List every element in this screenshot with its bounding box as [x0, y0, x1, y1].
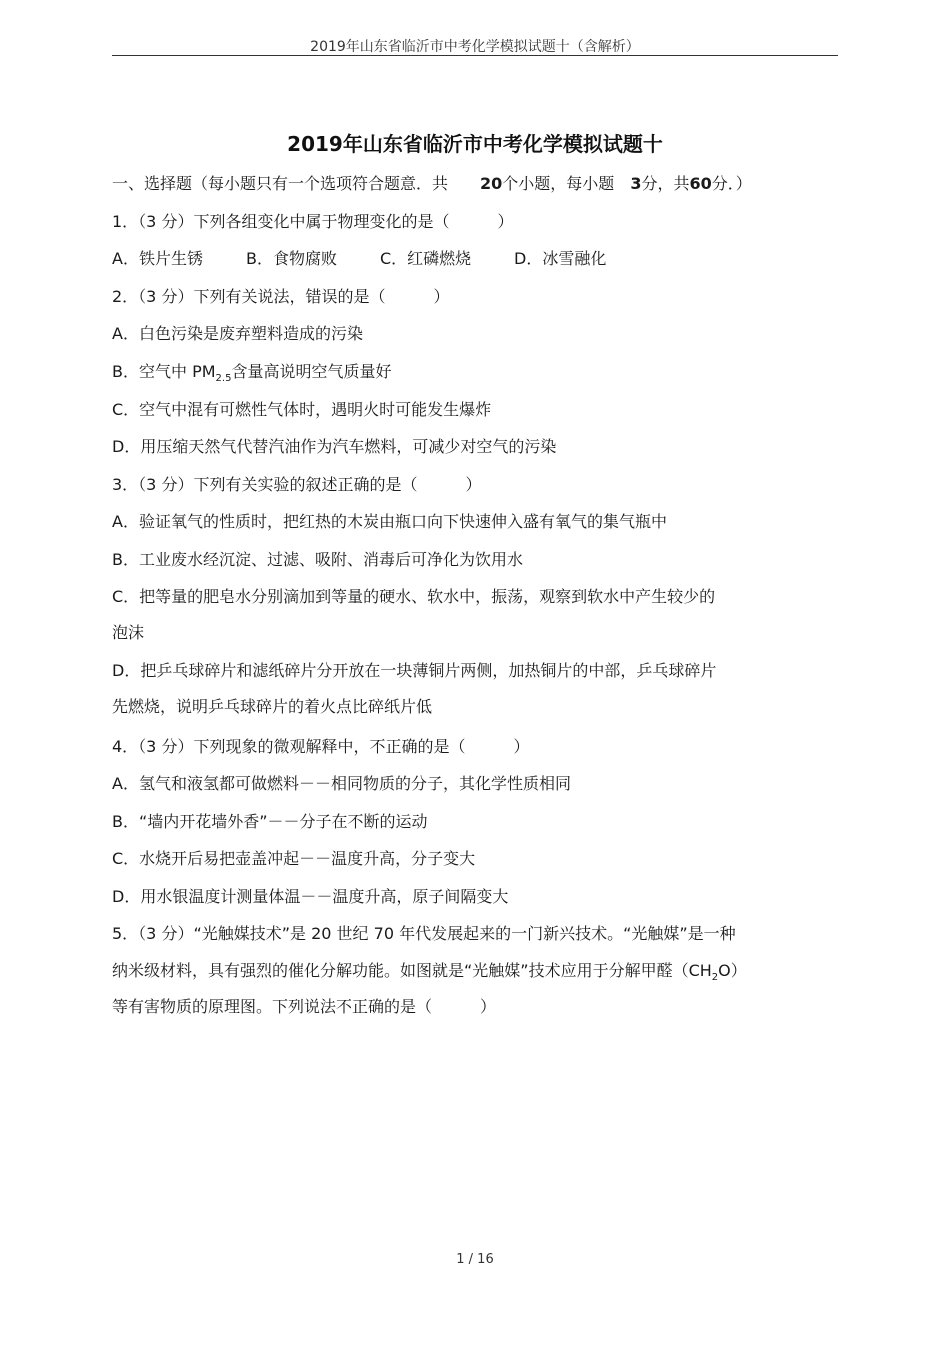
- q2-stem: 2．（3 分）下列有关说法，错误的是（ ）: [112, 287, 450, 306]
- points-total: 60: [689, 174, 712, 193]
- section-prefix: 一、选择题（每小题只有一个选项符合题意．共: [112, 174, 449, 193]
- q1-option-b: B．食物腐败: [246, 249, 337, 268]
- q5-line3: 等有害物质的原理图。下列说法不正确的是（ ）: [112, 997, 497, 1016]
- section-heading: [112, 174, 752, 194]
- q3-option-c-line1: C．把等量的肥皂水分别滴加到等量的硬水、软水中，振荡，观察到软水中产生较少的: [112, 587, 716, 606]
- section-mid: 个小题，每小题: [502, 174, 615, 193]
- q3-option-d-line2: 先燃烧，说明乒乓球碎片的着火点比碎纸片低: [112, 697, 433, 716]
- q5-line2-sub: 2: [711, 972, 719, 984]
- q4-option-d: D．用水银温度计测量体温－－温度升高，原子间隔变大: [112, 887, 509, 906]
- q3-option-b: B．工业废水经沉淀、过滤、吸附、消毒后可净化为饮用水: [112, 550, 523, 569]
- q3-option-c-line2: 泡沫: [112, 623, 145, 642]
- q2-option-b: [112, 362, 391, 389]
- header-rule: [112, 55, 838, 56]
- q5-line2-post: O）: [718, 961, 747, 980]
- q2-option-b-post: 含量高说明空气质量好: [231, 362, 392, 381]
- q4-stem: 4．（3 分）下列现象的微观解释中，不正确的是（ ）: [112, 737, 530, 756]
- q2-option-d: D．用压缩天然气代替汽油作为汽车燃料，可减少对空气的污染: [112, 437, 557, 456]
- q3-stem: 3．（3 分）下列有关实验的叙述正确的是（ ）: [112, 475, 482, 494]
- q1-option-d: D．冰雪融化: [514, 249, 607, 268]
- q1-option-a: A．铁片生锈: [112, 249, 203, 268]
- q4-option-c: C．水烧开后易把壶盖冲起－－温度升高，分子变大: [112, 849, 476, 868]
- q1-stem: 1．（3 分）下列各组变化中属于物理变化的是（ ）: [112, 212, 514, 231]
- running-header: 2019年山东省临沂市中考化学模拟试题十（含解析）: [310, 39, 640, 55]
- q4-option-a: A．氢气和液氢都可做燃料－－相同物质的分子，其化学性质相同: [112, 774, 571, 793]
- points-each: 3: [630, 174, 642, 193]
- q1-option-c: C．红磷燃烧: [380, 249, 472, 268]
- q1-options: [112, 249, 606, 269]
- q5-line2: [112, 961, 747, 988]
- q3-option-d-line1: D．把乒乓球碎片和滤纸碎片分开放在一块薄铜片两侧，加热铜片的中部，乒乓球碎片: [112, 661, 717, 680]
- q4-option-b: B．“墙内开花墙外香”－－分子在不断的运动: [112, 812, 428, 831]
- q2-option-b-pre: B．空气中 PM: [112, 362, 216, 381]
- document-title: 2019年山东省临沂市中考化学模拟试题十: [287, 132, 663, 156]
- q2-option-a: A．白色污染是废弃塑料造成的污染: [112, 324, 363, 343]
- question-count: 20: [480, 174, 503, 193]
- section-suffix: 分．）: [711, 174, 752, 193]
- section-mid2: 分，共: [641, 174, 690, 193]
- q5-line2-pre: 纳米级材料，具有强烈的催化分解功能。如图就是“光触媒”技术应用于分解甲醛（CH: [112, 961, 712, 980]
- page-number: 1 / 16: [456, 1252, 494, 1267]
- q3-option-a: A．验证氧气的性质时，把红热的木炭由瓶口向下快速伸入盛有氧气的集气瓶中: [112, 512, 667, 531]
- q2-option-c: C．空气中混有可燃性气体时，遇明火时可能发生爆炸: [112, 400, 492, 419]
- q5-line1: 5．（3 分）“光触媒技术”是 20 世纪 70 年代发展起来的一门新兴技术。“光触媒”是一种: [112, 924, 736, 943]
- q2-option-b-sub: 2.5: [215, 373, 232, 385]
